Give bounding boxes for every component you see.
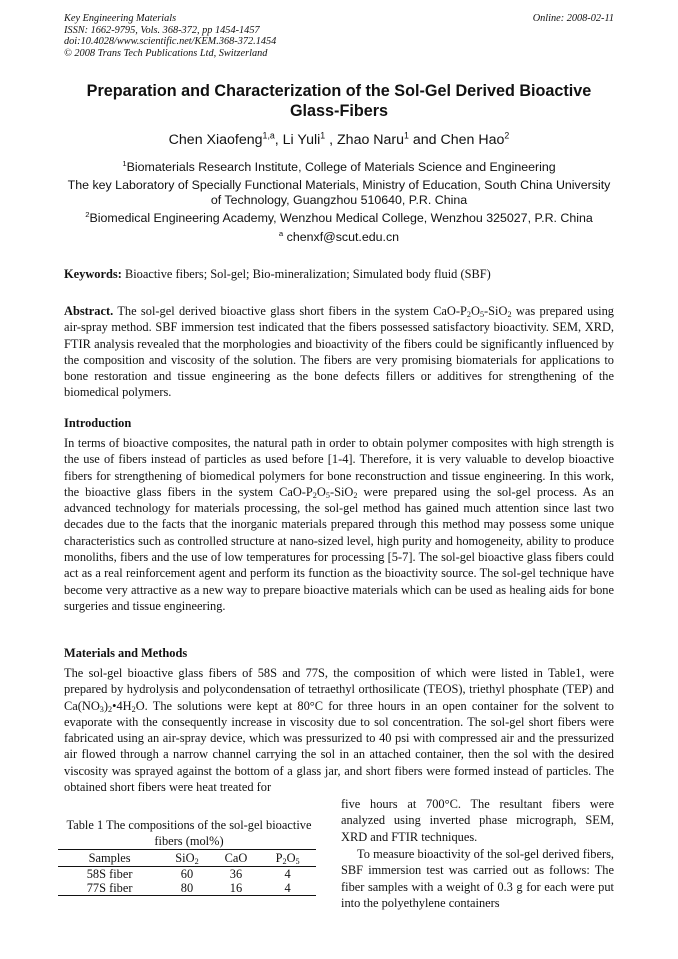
cell-cao: 16 [213, 881, 259, 896]
author-sup: 1 [320, 130, 326, 141]
journal-header [64, 13, 614, 59]
keywords [64, 266, 614, 282]
cell-p2o5: 4 [284, 867, 291, 881]
cell-cao: 36 [229, 867, 243, 881]
col-header-sio2: SiO$_2$ [161, 850, 213, 867]
col-header-samples: Samples [58, 850, 161, 867]
table-header-row [58, 850, 316, 867]
cell-sio2: 80 [161, 881, 213, 896]
journal-name: Key Engineering Materials [64, 13, 177, 24]
cell-sample: 58S fiber [86, 867, 133, 881]
author-list: Chen Xiaofeng$^{1,a}$, Li Yuli$^1$ , Zhao Naru$^1$ and Chen Hao$^2$ [168, 130, 510, 148]
author-sup: 2 [504, 130, 510, 141]
methods-right-col-1: five hours at 700°C. The resultant fibers were analyzed using inverted phase micrograph, SEM, XRD and FTIR techniques. [341, 797, 614, 844]
keywords-label: Keywords: [64, 267, 122, 281]
cell-p2o5: 4 [259, 881, 316, 896]
keywords-text: Bioactive fibers; Sol-gel; Bio-mineralization; Simulated body fluid (SBF) [124, 267, 491, 281]
author-email[interactable]: $^a$ chenxf@scut.edu.cn [278, 229, 400, 244]
methods-right-col-2: To measure bioactivity of the sol-gel derived fibers, SBF immersion test was carried out as follows: The fiber samples with a weight of 0.3 g for each were put into the polyethylene containers [341, 847, 614, 910]
author-name: Zhao Naru [337, 132, 405, 148]
methods-text: The sol-gel bioactive glass fibers of 58S and 77S, the composition of which were listed in Table1, were prepared by hydrolysis and polycondensation of tetraethyl orthosilicate (TEOS), triethyl phosphate (TEP) and $Ca(NO_3)_2•4H_2O$. The solutions were kept at 80°C for three hours in an open container for the solvent to evaporate with the consequently increase in viscosity due to sol concentration. The sol-gel short fibers were fabricated using an air-spray device, which was pressurized to 40 psi with compressed air and the pressurized air flowed through a narrow channel carrying the sol in an attached container, then the sol with the desired viscosity was sprayed against the bottom of a glass jar, and short fibers were formed instead of particles. The obtained short fibers were heat treated for [64, 666, 614, 795]
paper-title: Preparation and Characterization of the Sol-Gel Derived Bioactive Glass-Fibers [86, 82, 592, 120]
introduction-heading: Introduction [64, 416, 132, 430]
col-header-cao: CaO [213, 850, 259, 867]
author-sup: 1 [404, 130, 409, 141]
abstract: Abstract. The sol-gel derived bioactive glass short fibers in the system CaO-$P_2O_5-SiO_2$ was prepared using air-spray method. SBF immersion test indicated that the fibers possessed satisfactory bioactivity. SEM, XRD, FTIR analysis revealed that the morphologies and bioactivity of the fibers could be significantly influenced by the composition and viscosity of the solution. The fibers are very promising biomaterials for applications to bone restoration and tissue engineering as the bone defects fillers or additives for strengthening of the biomedical polymers. [64, 304, 614, 400]
issn-line: ISSN: 1662-9795, Vols. 368-372, pp 1454-1457 [64, 24, 260, 36]
author-name: Li Yuli [282, 132, 321, 148]
author-name: Chen Xiaofeng [168, 132, 263, 148]
introduction-text: In terms of bioactive composites, the natural path in order to obtain polymer composites with high strength is the use of fibers instead of particles as used before [1-4]. Therefore, it is very valuable to develop bioactive fibers for strengthening of biomedical polymers for bone reconstruction and tissue engineering. In this work, the bioactive glass fibers in the system CaO-$P_2O_5-SiO_2$ were prepared using the sol-gel process. As an advanced technology for materials processing, the sol-gel method has gained much attention since last two decades due to the facts that the inorganic materials prepared through this method may possess some unique characteristics such as controlled structure at nano-sized level, high purity and homogeneity, ability to produce monoliths, fibers and the use of low temperatures for processing [5-7]. The sol-gel bioactive glass fibers could act as a real reinforcement agent and perform its function as the bioactivity source. The sol-gel technique have become very attractive as a new way to prepare bioactive materials which can be used as healing aids for bone surgeries and tissue engineering. [64, 436, 614, 613]
online-date: Online: 2008-02-11 [532, 13, 614, 24]
col-header-p2o5: $P_2O_5$ [259, 850, 316, 867]
affiliation-1b: The key Laboratory of Specially Functional Materials, Ministry of Education, South China University of Technology, Guangzhou 510640, P.R. China [67, 178, 611, 207]
doi-line[interactable]: doi:10.4028/www.scientific.net/KEM.368-372.1454 [64, 36, 277, 48]
methods-heading: Materials and Methods [64, 646, 188, 660]
author-sup: 1,a [262, 130, 275, 141]
table-row [58, 881, 316, 896]
affiliation-2: $^2$Biomedical Engineering Academy, Wenzhou Medical College, Wenzhou 325027, P.R. China [85, 210, 593, 225]
table-row [58, 867, 316, 882]
cell-sio2: 60 [180, 867, 194, 881]
composition-table [58, 849, 316, 896]
affiliation-1: $^1$Biomaterials Research Institute, College of Materials Science and Engineering [122, 159, 556, 174]
author-name: Chen Hao [440, 132, 505, 148]
table-caption: Table 1 The compositions of the sol-gel bioactive fibers (mol%) [66, 818, 312, 848]
copyright-line: © 2008 Trans Tech Publications Ltd, Switzerland [64, 47, 268, 59]
cell-sample: 77S fiber [58, 881, 161, 896]
abstract-label: Abstract. [64, 304, 114, 318]
